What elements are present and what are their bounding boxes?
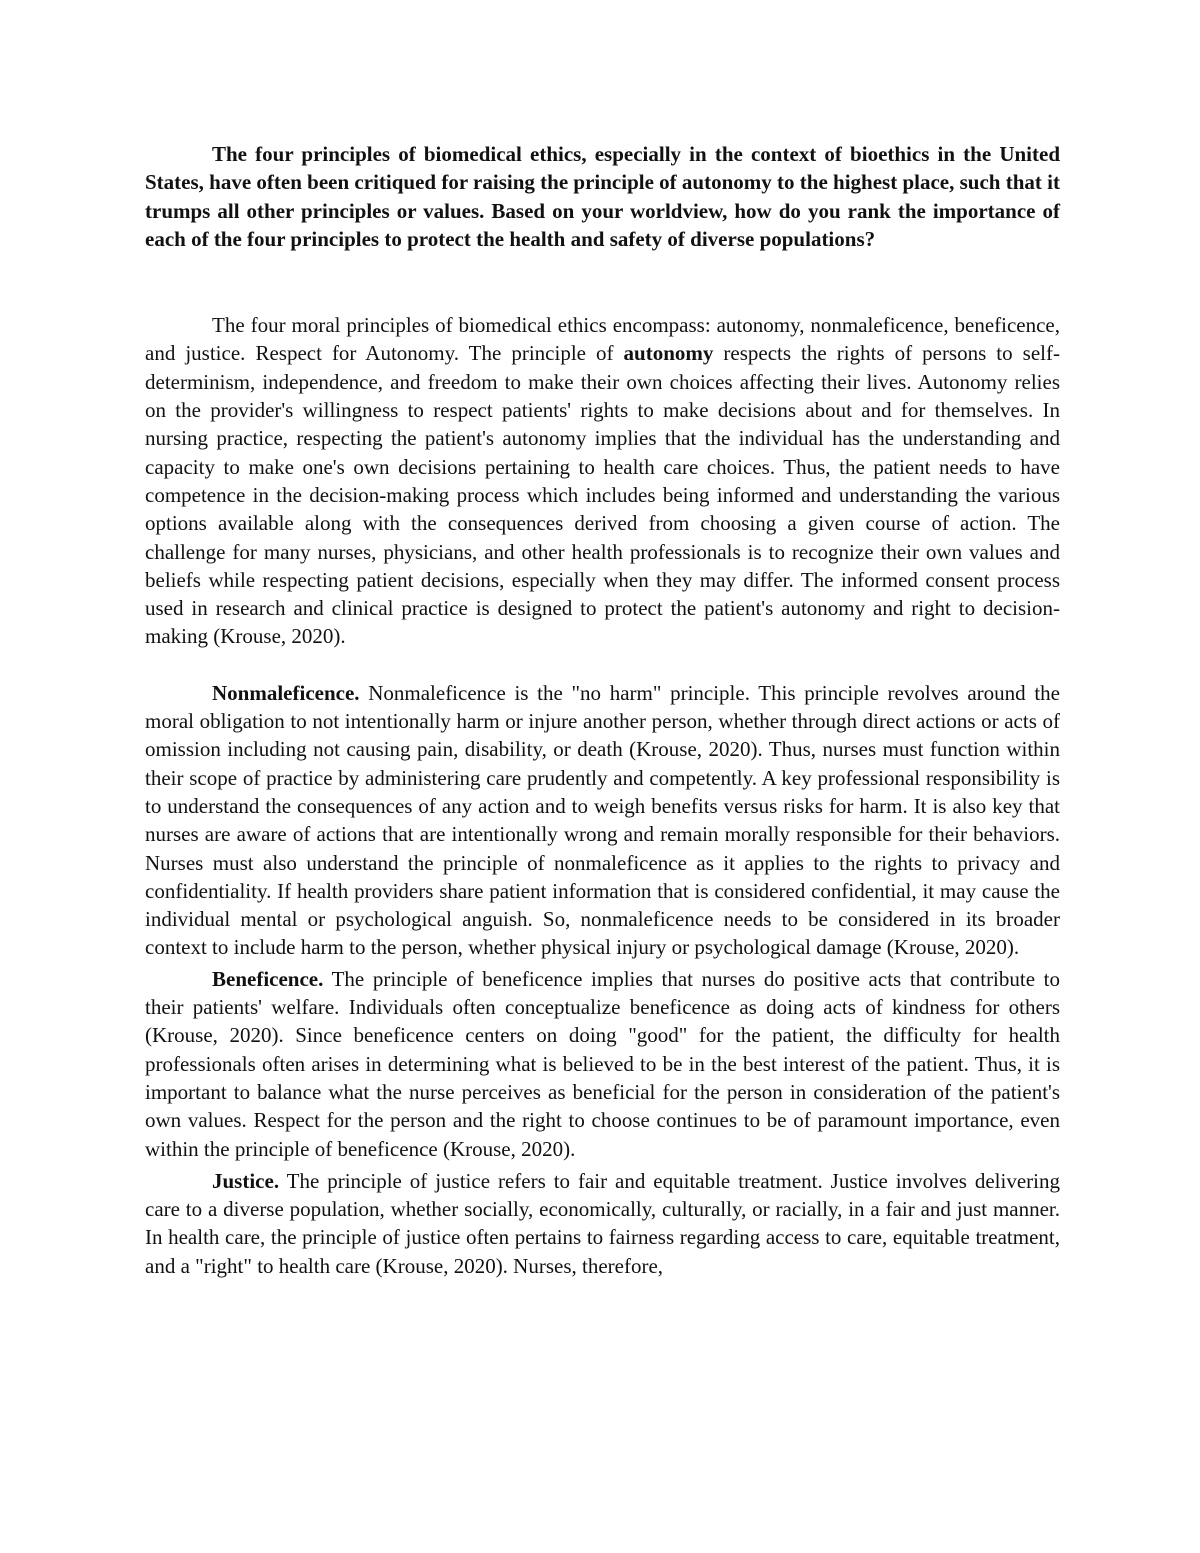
nonmaleficence-paragraph (145, 679, 1060, 962)
beneficence-paragraph (145, 965, 1060, 1163)
beneficence-heading: Beneficence. (212, 966, 324, 991)
autonomy-body-text: respects the rights of persons to self-determinism, independence, and freedom to make their own choices affecting their lives. Autonomy relies on the provider's willingness to respect patients' rights to make decisions about and for themselves. In nursing practice, respecting the patient's autonomy implies that the individual has the understanding and capacity to make one's own decisions pertaining to health care choices. Thus, the patient needs to have competence in the decision-making process which includes being informed and understanding the various options available along with the consequences derived from choosing a given course of action. The challenge for many nurses, physicians, and other health professionals is to recognize their own values and beliefs while respecting patient decisions, especially when they may differ. The informed consent process used in research and clinical practice is designed to protect the patient's autonomy and right to decision-making (Krouse, 2020). (145, 341, 1060, 649)
question-paragraph: The four principles of biomedical ethics, especially in the context of bioethics in the United States, have often been critiqued for raising the principle of autonomy to the highest place, such that it trumps all other principles or values. Based on your worldview, how do you rank the importance of each of the four principles to protect the health and safety of diverse populations? (145, 142, 1060, 251)
autonomy-keyword: autonomy (623, 341, 714, 366)
justice-body-text: The principle of justice refers to fair and equitable treatment. Justice involves delivering care to a diverse population, whether socially, economically, culturally, or racially, in a fair and just manner. In health care, the principle of justice often pertains to fairness regarding access to care, equitable treatment, and a "right" to health care (Krouse, 2020). Nurses, therefore, (145, 1168, 1060, 1278)
nonmaleficence-body-text: Nonmaleficence is the "no harm" principle. This principle revolves around the moral obligation to not intentionally harm or injure another person, whether through direct actions or acts of omission including not causing pain, disability, or death (Krouse, 2020). Thus, nurses must function within their scope of practice by administering care prudently and competently. A key professional responsibility is to understand the consequences of any action and to weigh benefits versus risks for harm. It is also key that nurses are aware of actions that are intentionally wrong and remain morally responsible for their behaviors. Nurses must also understand the principle of nonmaleficence as it applies to the rights to privacy and confidentiality. If health providers share patient information that is considered confidential, it may cause the individual mental or psychological anguish. So, nonmaleficence needs to be considered in its broader context to include harm to the person, whether physical injury or psychological damage (Krouse, 2020). (145, 680, 1060, 960)
beneficence-body-text: The principle of beneficence implies that nurses do positive acts that contribute to their patients' welfare. Individuals often conceptualize beneficence as doing acts of kindness for others (Krouse, 2020). Since beneficence centers on doing "good" for the patient, the difficulty for health professionals often arises in determining what is believed to be in the best interest of the patient. Thus, it is important to balance what the nurse perceives as beneficial for the person in consideration of the patient's own values. Respect for the person and the right to choose continues to be of paramount importance, even within the principle of beneficence (Krouse, 2020). (145, 966, 1060, 1161)
justice-heading: Justice. (212, 1168, 280, 1193)
autonomy-paragraph (145, 311, 1060, 651)
autonomy-intro-text: The four moral principles of biomedical ethics encompass: autonomy, nonmaleficence, beneficence, and justice. Respect for Autonomy. The principle of (145, 313, 1060, 366)
nonmaleficence-heading: Nonmaleficence. (212, 680, 360, 705)
document-body (145, 140, 1060, 1280)
justice-paragraph (145, 1167, 1060, 1280)
